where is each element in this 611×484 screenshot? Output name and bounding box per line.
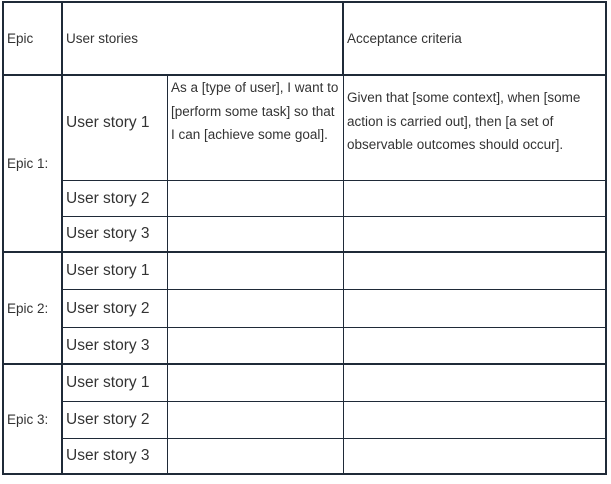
header-acceptance-criteria: Acceptance criteria (344, 3, 605, 76)
epic-label: Epic 1: (4, 76, 63, 253)
acceptance-criteria-text (344, 217, 605, 253)
acceptance-criteria-text (344, 253, 605, 290)
acceptance-criteria-text (344, 439, 605, 473)
acceptance-criteria-text (344, 402, 605, 439)
user-story-description (168, 217, 344, 253)
user-story-label: User story 1 (63, 365, 168, 402)
user-story-description (168, 402, 344, 439)
user-story-description (168, 439, 344, 473)
user-story-label: User story 1 (63, 253, 168, 290)
header-epic: Epic (4, 3, 63, 76)
user-story-description (168, 253, 344, 290)
user-story-label: User story 2 (63, 290, 168, 328)
user-story-label: User story 3 (63, 439, 168, 473)
acceptance-criteria-text: Given that [some context], when [some action is carried out], then [a set of observable outcomes should occur]. (344, 76, 605, 181)
user-story-description (168, 365, 344, 402)
acceptance-criteria-text (344, 290, 605, 328)
user-story-label: User story 3 (63, 217, 168, 253)
user-story-label: User story 2 (63, 402, 168, 439)
user-story-label: User story 1 (63, 76, 168, 181)
user-story-description (168, 328, 344, 365)
acceptance-criteria-text (344, 365, 605, 402)
user-story-description: As a [type of user], I want to [perform some task] so that I can [achieve some goal]. (168, 76, 344, 181)
acceptance-criteria-text (344, 181, 605, 217)
user-story-label: User story 3 (63, 328, 168, 365)
user-story-description (168, 181, 344, 217)
acceptance-criteria-text (344, 328, 605, 365)
user-story-label: User story 2 (63, 181, 168, 217)
epic-label: Epic 3: (4, 365, 63, 473)
header-user-stories: User stories (63, 3, 344, 76)
user-story-description (168, 290, 344, 328)
user-story-table (2, 1, 607, 475)
epic-label: Epic 2: (4, 253, 63, 365)
